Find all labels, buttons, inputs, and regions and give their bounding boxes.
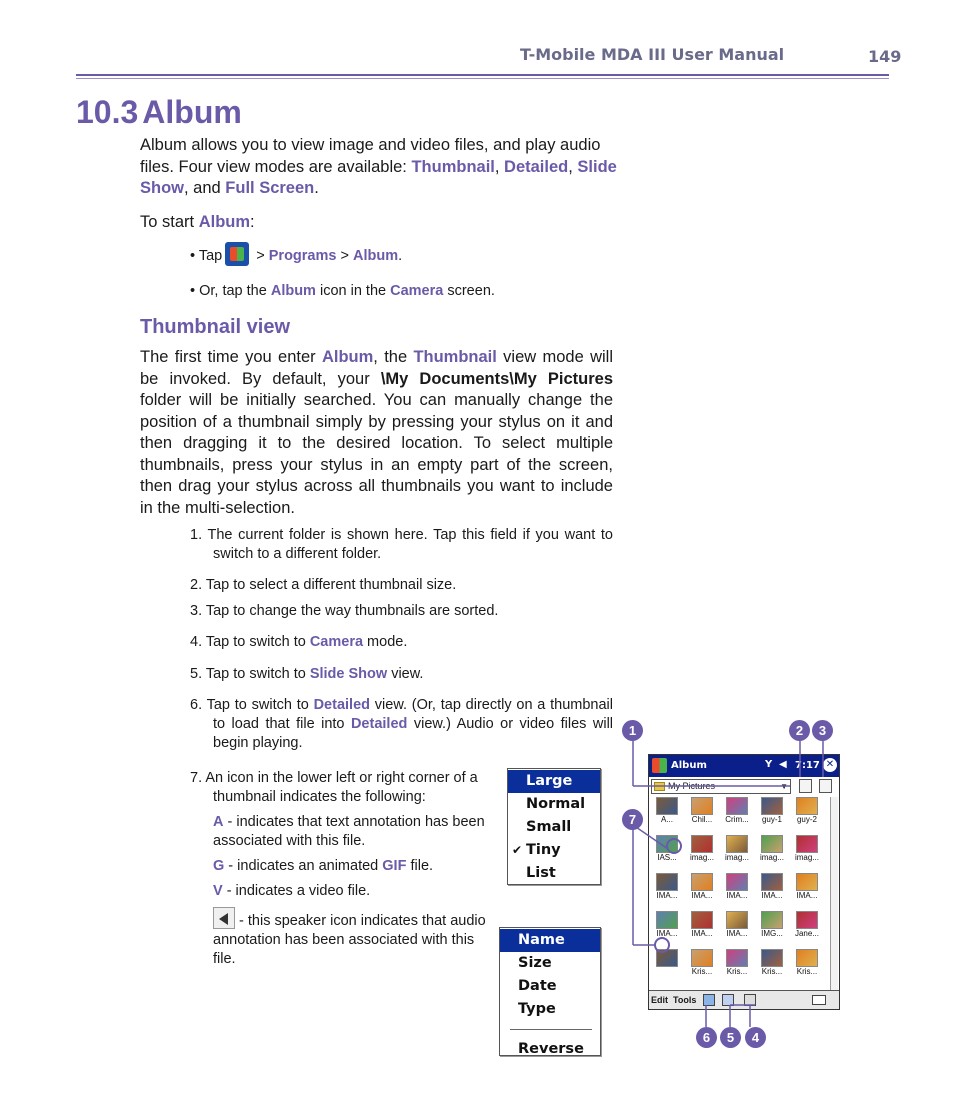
tap-instruction: • Tap > Programs > Album. <box>190 242 402 266</box>
step-5: 5. Tap to switch to Slide Show view. <box>190 666 424 682</box>
sort-menu <box>499 927 601 1056</box>
volume-icon[interactable]: ◀ <box>779 759 787 770</box>
menu-item-normal[interactable]: Normal <box>526 796 586 812</box>
thumbnail-caption: imag... <box>724 853 749 862</box>
menu-item-tiny[interactable]: ✔ Tiny <box>508 839 600 862</box>
callout-lines <box>600 715 860 1060</box>
thumbnail-caption: Kris... <box>761 967 783 976</box>
thumbnail-caption: imag... <box>759 853 784 862</box>
menu-item-reverse[interactable]: Reverse <box>518 1041 584 1057</box>
menu-item-type[interactable]: Type <box>518 1001 556 1017</box>
callout-2: 2 <box>789 720 810 741</box>
subheading-thumbnail-view: Thumbnail view <box>140 316 291 338</box>
thumbnail-caption: IMA... <box>726 891 748 900</box>
step-3: 3. Tap to change the way thumbnails are sorted. <box>190 603 499 619</box>
thumbnail-caption: Crim... <box>725 815 749 824</box>
intro-paragraph: Album allows you to view image and video files, and play audio files. Four view modes are available: Thumbnail, Detailed, Slide Show, and Full Screen. <box>140 136 617 197</box>
folder-selector[interactable]: My Pictures ▼ <box>651 779 791 794</box>
section-title <box>76 94 242 131</box>
thumbnail-caption: IMA... <box>761 891 783 900</box>
callout-6: 6 <box>696 1027 717 1048</box>
manual-title: T-Mobile MDA III User Manual <box>520 45 785 64</box>
or-instruction: • Or, tap the Album icon in the Camera screen. <box>190 283 495 299</box>
thumbnail-caption: guy-2 <box>796 815 817 824</box>
speaker-icon <box>213 907 235 929</box>
menu-tools[interactable]: Tools <box>673 995 697 1005</box>
thumbnail-paragraph: The first time you enter Album, the Thumbnail view mode will be invoked. By default, your \My Documents\My Pictures folder will be initially searched. You can manually change the position of a thumbnail simply by pressing your stylus on it and then dragging it to the desired location. To select multiple thumbnails, press your stylus in an empty part of the screen, then drag your stylus across all thumbnails you want to include in the multi-selection. <box>140 348 613 517</box>
thumbnail-caption: IMA... <box>726 929 748 938</box>
close-icon[interactable]: ✕ <box>823 758 837 772</box>
header-rule-thin <box>76 78 889 79</box>
thumbnail-caption: IMA... <box>656 929 678 938</box>
menu-item-large[interactable]: Large <box>508 770 600 793</box>
thumbnail-caption: Kris... <box>691 967 713 976</box>
mode-fullscreen: Full Screen <box>225 179 315 197</box>
menu-item-size[interactable]: Size <box>518 955 552 971</box>
mode-thumbnail: Thumbnail <box>411 157 495 176</box>
mode-detailed: Detailed <box>504 157 569 176</box>
menu-item-list[interactable]: List <box>526 865 556 881</box>
thumbnail-caption: Kris... <box>796 967 818 976</box>
dropdown-arrow-icon: ▼ <box>780 782 788 791</box>
signal-icon: Y <box>765 759 773 770</box>
mode-slideshow: Slide Show <box>140 157 617 197</box>
thumbnail-caption: IMA... <box>691 929 713 938</box>
step-6: 6. Tap to switch to Detailed view. (Or, tap directly on a thumbnail to load that file into Detailed view.) Audio or video files will begin playing. <box>190 697 614 751</box>
thumbnail-caption: IMG... <box>761 929 783 938</box>
menu-item-small[interactable]: Small <box>526 819 572 835</box>
thumbnail-caption: IMA... <box>691 891 713 900</box>
menu-separator <box>510 1029 592 1030</box>
windows-start-icon <box>225 242 249 266</box>
callout-5: 5 <box>720 1027 741 1048</box>
thumbnail-caption: IMA... <box>796 891 818 900</box>
step-1: 1. The current folder is shown here. Tap this field if you want to switch to a different folder. <box>190 527 613 562</box>
menu-item-name[interactable]: Name <box>500 929 600 952</box>
thumbnail-caption: imag... <box>689 853 714 862</box>
device-app-title: Album <box>671 760 707 771</box>
indicator-g: G - indicates an animated GIF file. <box>213 858 434 874</box>
check-icon: ✔ <box>512 843 523 857</box>
thumbnail-caption: IAS... <box>657 853 677 862</box>
thumbnail-caption: imag... <box>794 853 819 862</box>
section-name: Album <box>142 94 242 130</box>
start-line: To start Album: <box>140 213 255 231</box>
indicator-v: V - indicates a video file. <box>213 883 371 899</box>
indicator-speaker: - this speaker icon indicates that audio annotation has been associated with this file. <box>213 907 498 969</box>
menu-item-date[interactable]: Date <box>518 978 557 994</box>
thumbnail-size-menu <box>507 768 601 885</box>
step-7: 7. An icon in the lower left or right corner of a thumbnail indicates the following: <box>190 770 478 805</box>
callout-4: 4 <box>745 1027 766 1048</box>
page-number: 149 <box>868 47 902 66</box>
section-number: 10.3 <box>76 94 139 130</box>
callout-7: 7 <box>622 809 643 830</box>
thumbnail-caption: Jane... <box>794 929 819 938</box>
thumbnail-caption: A... <box>660 815 673 824</box>
menu-edit[interactable]: Edit <box>651 995 668 1005</box>
step-2: 2. Tap to select a different thumbnail size. <box>190 577 457 593</box>
thumbnail-caption: Kris... <box>726 967 748 976</box>
thumbnail-caption: IMA... <box>656 891 678 900</box>
header-rule <box>76 74 889 76</box>
device-clock: 7:17 <box>795 760 820 771</box>
callout-1: 1 <box>622 720 643 741</box>
thumbnail-caption: guy-1 <box>761 815 782 824</box>
indicator-a: A - indicates that text annotation has been associated with this file. <box>213 814 485 849</box>
step-4: 4. Tap to switch to Camera mode. <box>190 634 408 650</box>
callout-3: 3 <box>812 720 833 741</box>
thumbnail-caption: Chil... <box>691 815 713 824</box>
